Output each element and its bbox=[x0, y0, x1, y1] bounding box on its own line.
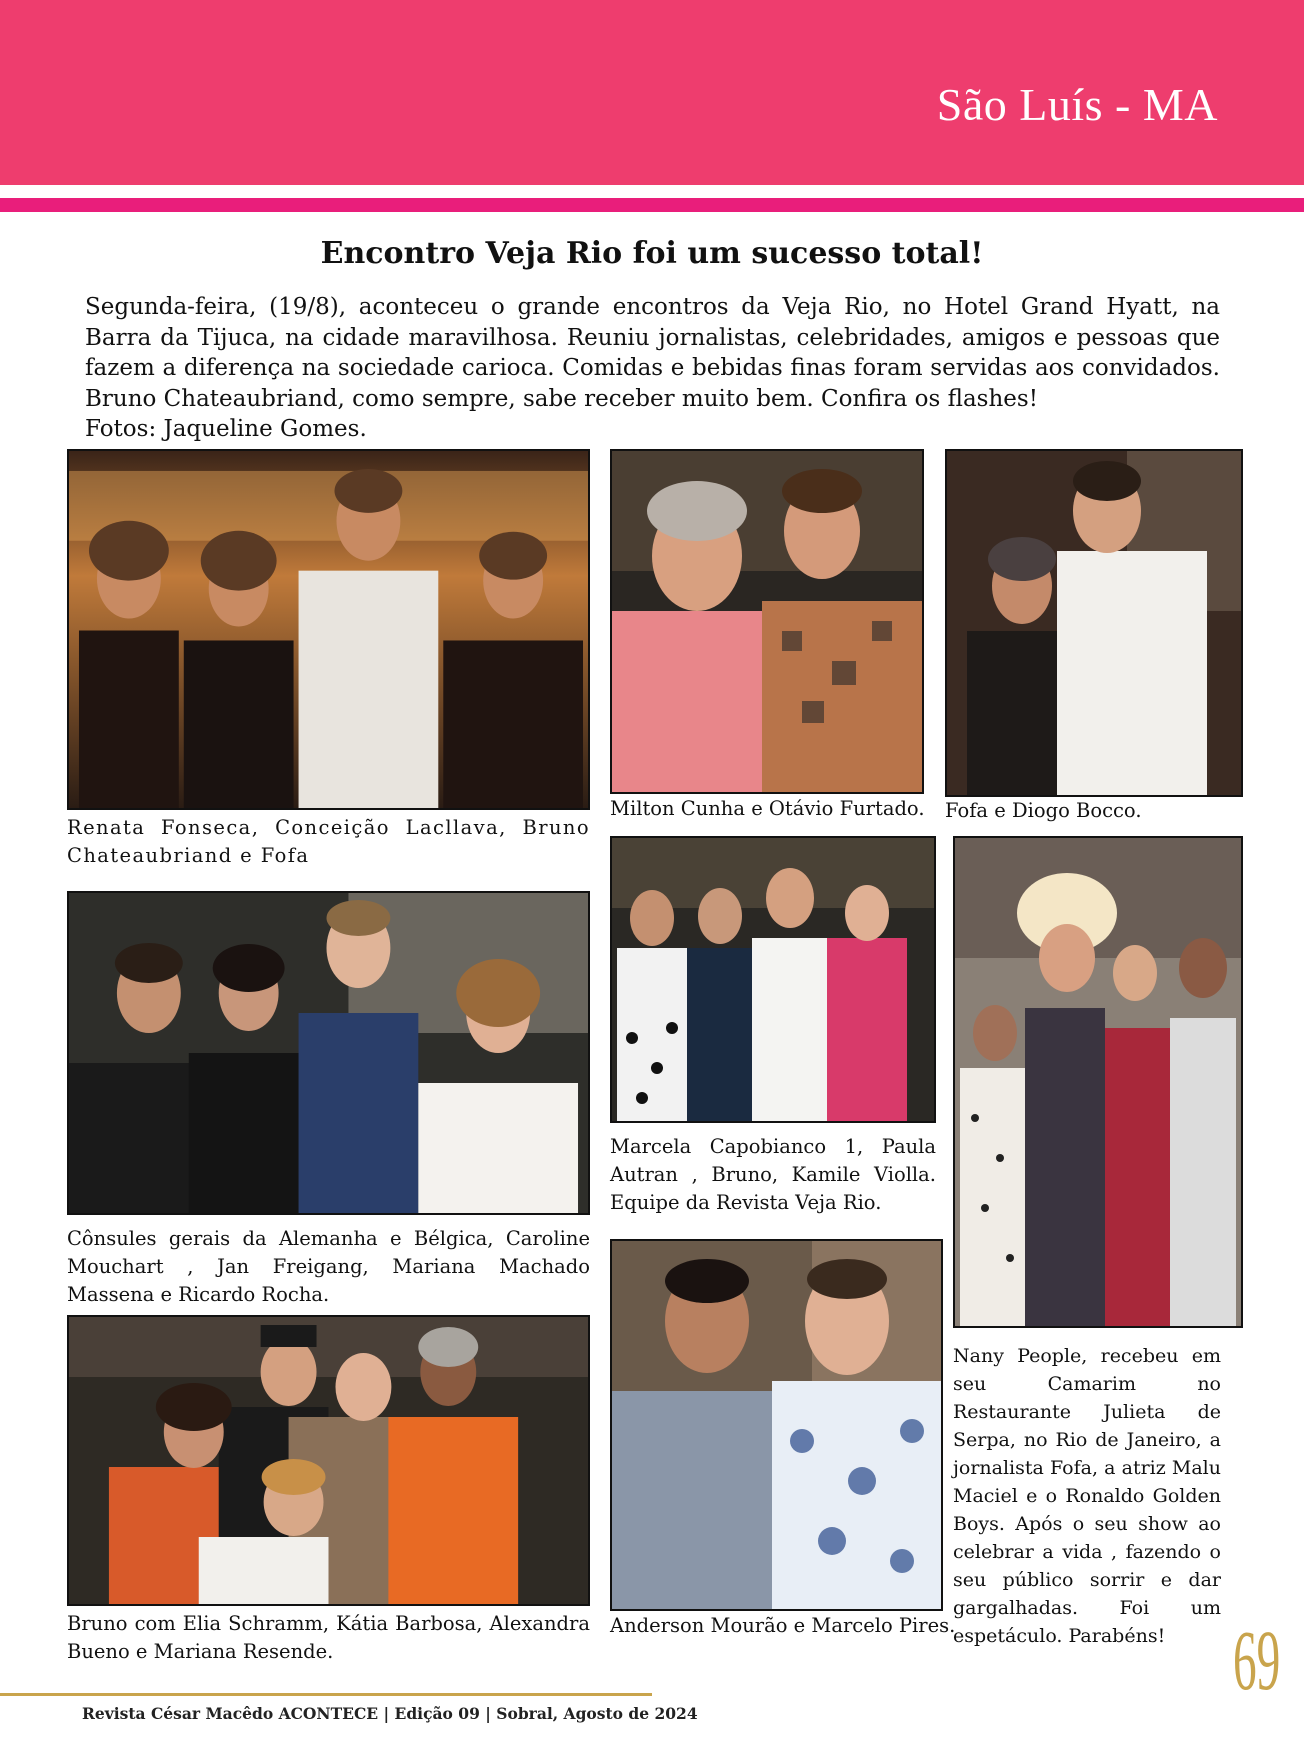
photo-fofa-diogo bbox=[945, 449, 1243, 797]
photo-nany-people bbox=[953, 836, 1243, 1328]
caption-photo-fofa-diogo: Fofa e Diogo Bocco. bbox=[945, 799, 1142, 822]
photo-bruno-group bbox=[67, 1315, 590, 1606]
footer-rule bbox=[0, 1693, 652, 1696]
photo-two-men bbox=[610, 449, 924, 794]
photo-consuls bbox=[67, 891, 590, 1215]
article-intro bbox=[85, 292, 1220, 445]
intro-paragraph: Segunda-feira, (19/8), aconteceu o grande encontros da Veja Rio, no Hotel Grand Hyatt, na Barra da Tijuca, na cidade maravilhosa. Reuniu jornalistas, celebridades, amigos e pessoas que fazem a diferença na sociedade carioca. Comidas e bebidas finas foram servidas aos convidados. Bruno Chateaubriand, como sempre, sabe receber muito bem. Confira os flashes! bbox=[85, 294, 1220, 412]
section-title: São Luís - MA bbox=[936, 79, 1218, 130]
caption-photo-nany-people: Nany People, recebeu em seu Camarim no Restaurante Julieta de Serpa, no Rio de Janeiro, a jornalista Fofa, a atriz Malu Maciel e o Ronaldo Golden Boys. Após o seu show ao celebrar a vida , fazendo o seu público sorrir e dar gargalhadas. Foi um espetáculo. Parabéns! bbox=[953, 1345, 1221, 1647]
caption-photo-two-men: Milton Cunha e Otávio Furtado. bbox=[610, 797, 925, 820]
photo-credit: Fotos: Jaqueline Gomes. bbox=[85, 416, 367, 442]
photo-veja-team bbox=[610, 836, 936, 1123]
photo-group-four bbox=[67, 449, 590, 810]
photo-anderson-marcelo bbox=[610, 1239, 943, 1611]
caption-photo-bruno-group: Bruno com Elia Schramm, Kátia Barbosa, Alexandra Bueno e Mariana Resende. bbox=[67, 1612, 590, 1663]
caption-photo-group-four: Renata Fonseca, Conceição Lacllava, Bruno Chateaubriand e Fofa bbox=[67, 816, 590, 867]
article-headline: Encontro Veja Rio foi um sucesso total! bbox=[320, 236, 984, 271]
caption-photo-anderson-marcelo: Anderson Mourão e Marcelo Pires. bbox=[610, 1614, 956, 1637]
caption-photo-veja-team: Marcela Capobianco 1, Paula Autran , Bruno, Kamile Violla. Equipe da Revista Veja Rio. bbox=[610, 1135, 936, 1214]
caption-photo-consuls: Cônsules gerais da Alemanha e Bélgica, Caroline Mouchart , Jan Freigang, Mariana Machado Massena e Ricardo Rocha. bbox=[67, 1227, 590, 1306]
page-number: 69 bbox=[1233, 1612, 1281, 1708]
footer-publication: Revista César Macêdo ACONTECE | Edição 09 | Sobral, Agosto de 2024 bbox=[82, 1704, 698, 1723]
header-stripe bbox=[0, 198, 1304, 212]
